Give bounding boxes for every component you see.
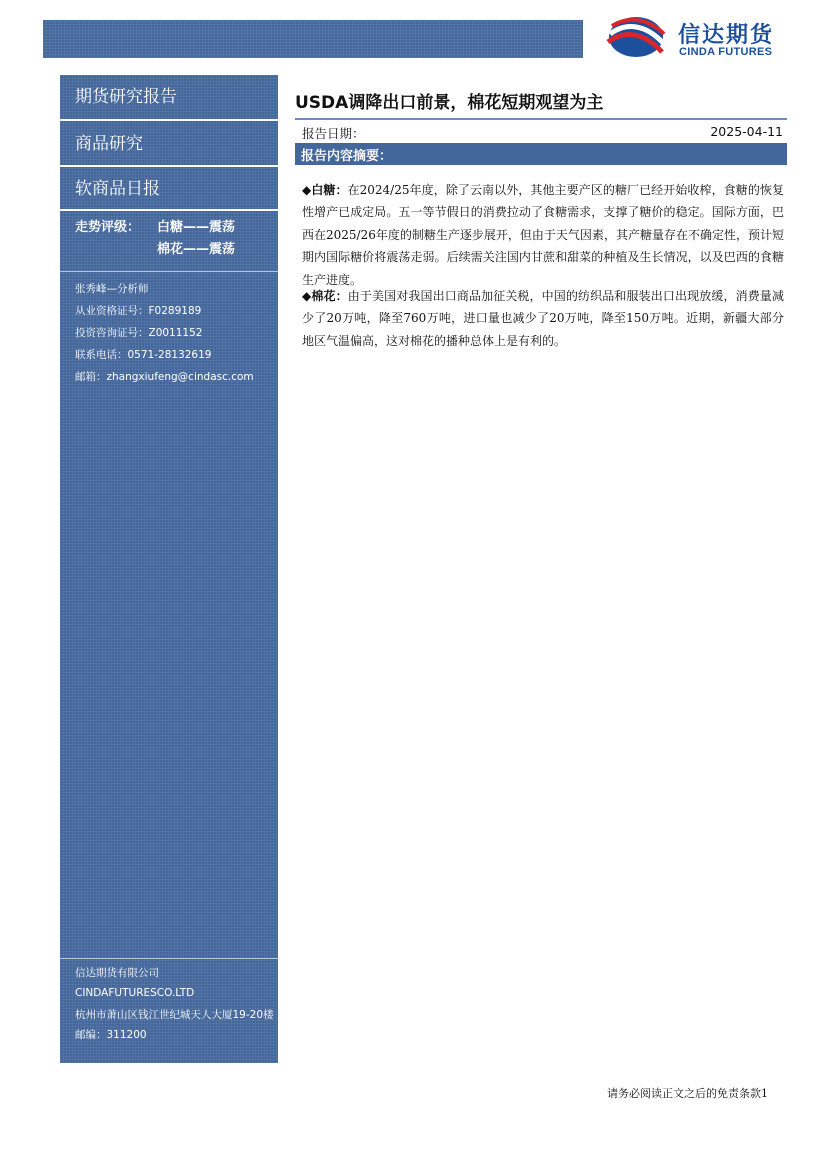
license-number: 从业资格证号：F0289189 [75,305,202,317]
sidebar [60,75,278,1063]
rating-sugar: 白糖——震荡 [157,220,236,235]
sugar-lead: 白糖： [311,183,348,197]
diamond-bullet-icon: ◆ [302,289,312,303]
cotton-lead: 棉花： [311,289,348,303]
analyst-name: 张秀峰—分析师 [75,283,149,295]
sidebar-title-report-type: 期货研究报告 [75,87,177,107]
sidebar-divider [60,209,278,211]
page-title: USDA调降出口前景，棉花短期观望为主 [295,93,604,113]
sidebar-divider [60,119,278,121]
rating-cotton: 棉花——震荡 [157,242,236,257]
sidebar-footer-divider [60,958,278,959]
cotton-text: 由于美国对我国出口商品加征关税，中国的纺织品和服装出口出现放缓，消费量减少了20万吨，降至760万吨，进口量也减少了20万吨，降至150万吨。近期，新疆大部分地区气温偏高，这对棉花的播种总体上是有利的。 [302,289,784,348]
phone-number: 联系电话：0571-28132619 [75,349,212,361]
disclaimer-footer: 请务必阅读正文之后的免责条款1 [607,1087,768,1100]
rating-label: 走势评级： [75,220,141,235]
summary-header-label: 报告内容摘要： [301,149,393,164]
report-date: 2025-04-11 [710,124,783,139]
report-date-label: 报告日期： [302,126,365,141]
company-name-en: CINDAFUTURESCO.LTD [75,987,195,999]
cinda-logo-mark-icon [606,14,666,60]
sidebar-title-category: 商品研究 [75,134,143,154]
logo-english-text: CINDA FUTURES [679,46,773,58]
cotton-paragraph [302,285,784,352]
cinda-logo [606,14,791,64]
diamond-bullet-icon: ◆ [302,183,312,197]
company-name: 信达期货有限公司 [75,967,159,979]
sidebar-thin-divider [60,271,278,272]
consult-number: 投资咨询证号：Z0011152 [75,327,203,339]
email-address: 邮箱：zhangxiufeng@cindasc.com [75,371,254,383]
top-banner [43,20,583,58]
sidebar-title-daily: 软商品日报 [75,179,160,199]
sugar-text: 在2024/25年度，除了云南以外，其他主要产区的糖厂已经开始收榨，食糖的恢复性增产已成定局。五一等节假日的消费拉动了食糖需求，支撑了糖价的稳定。国际方面，巴西在2025/26年度的制糖生产逐步展开，但由于天气因素，其产糖量存在不确定性，预计短期内国际糖价将震荡走弱。后续需关注国内甘蔗和甜菜的种植及生长情况，以及巴西的食糖生产进度。 [302,183,784,287]
company-address: 杭州市萧山区钱江世纪城天人大厦19-20楼 [75,1009,274,1021]
company-postcode: 邮编：311200 [75,1029,147,1041]
summary-header-bar [295,143,787,165]
logo-chinese-text: 信达期货 [678,23,775,48]
title-divider [295,118,787,120]
sugar-paragraph [302,179,784,291]
